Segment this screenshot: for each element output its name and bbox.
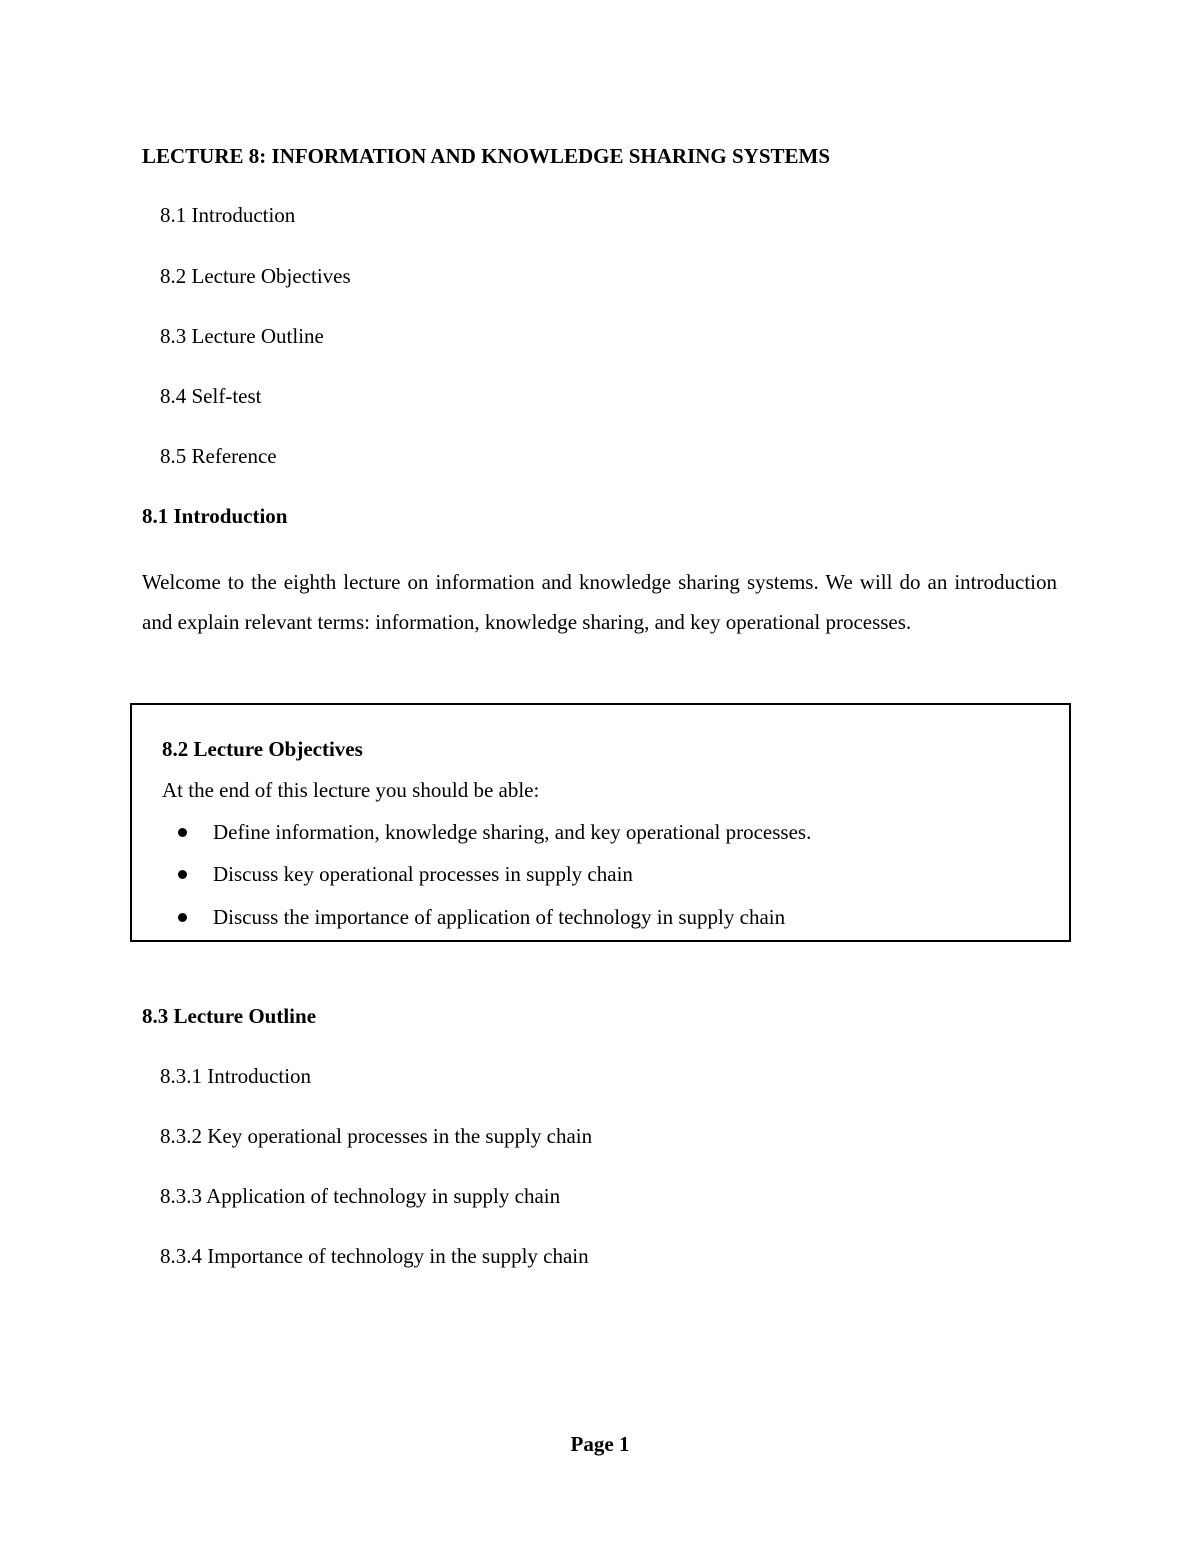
objective-text: Define information, knowledge sharing, and key operational processes. (213, 820, 812, 844)
objectives-heading: 8.2 Lecture Objectives (162, 737, 363, 761)
toc-item: 8.2 Lecture Objectives (160, 264, 351, 288)
toc-item: 8.5 Reference (160, 444, 277, 468)
objective-text: Discuss the importance of application of technology in supply chain (213, 905, 786, 929)
introduction-paragraph: Welcome to the eighth lecture on information and knowledge sharing systems. We will do an introduction and explain relevant terms: information, knowledge sharing, and key operational processes. (142, 570, 1057, 634)
toc-item: 8.4 Self-test (160, 384, 262, 408)
objective-text: Discuss key operational processes in supply chain (213, 862, 633, 886)
bullet-icon (178, 913, 187, 922)
toc-item: 8.3 Lecture Outline (160, 324, 324, 348)
outline-item: 8.3.2 Key operational processes in the supply chain (160, 1124, 593, 1148)
toc-item: 8.1 Introduction (160, 203, 296, 227)
objectives-intro: At the end of this lecture you should be able: (162, 778, 540, 802)
outline-item: 8.3.4 Importance of technology in the supply chain (160, 1244, 589, 1268)
page-number: Page 1 (570, 1432, 630, 1456)
bullet-icon (178, 828, 187, 837)
bullet-icon (178, 870, 187, 879)
outline-heading: 8.3 Lecture Outline (142, 1004, 317, 1028)
introduction-heading: 8.1 Introduction (142, 504, 288, 528)
objectives-box (130, 703, 1071, 942)
document-title: LECTURE 8: INFORMATION AND KNOWLEDGE SHARING SYSTEMS (142, 144, 831, 168)
outline-item: 8.3.1 Introduction (160, 1064, 312, 1088)
outline-item: 8.3.3 Application of technology in supply chain (160, 1184, 561, 1208)
